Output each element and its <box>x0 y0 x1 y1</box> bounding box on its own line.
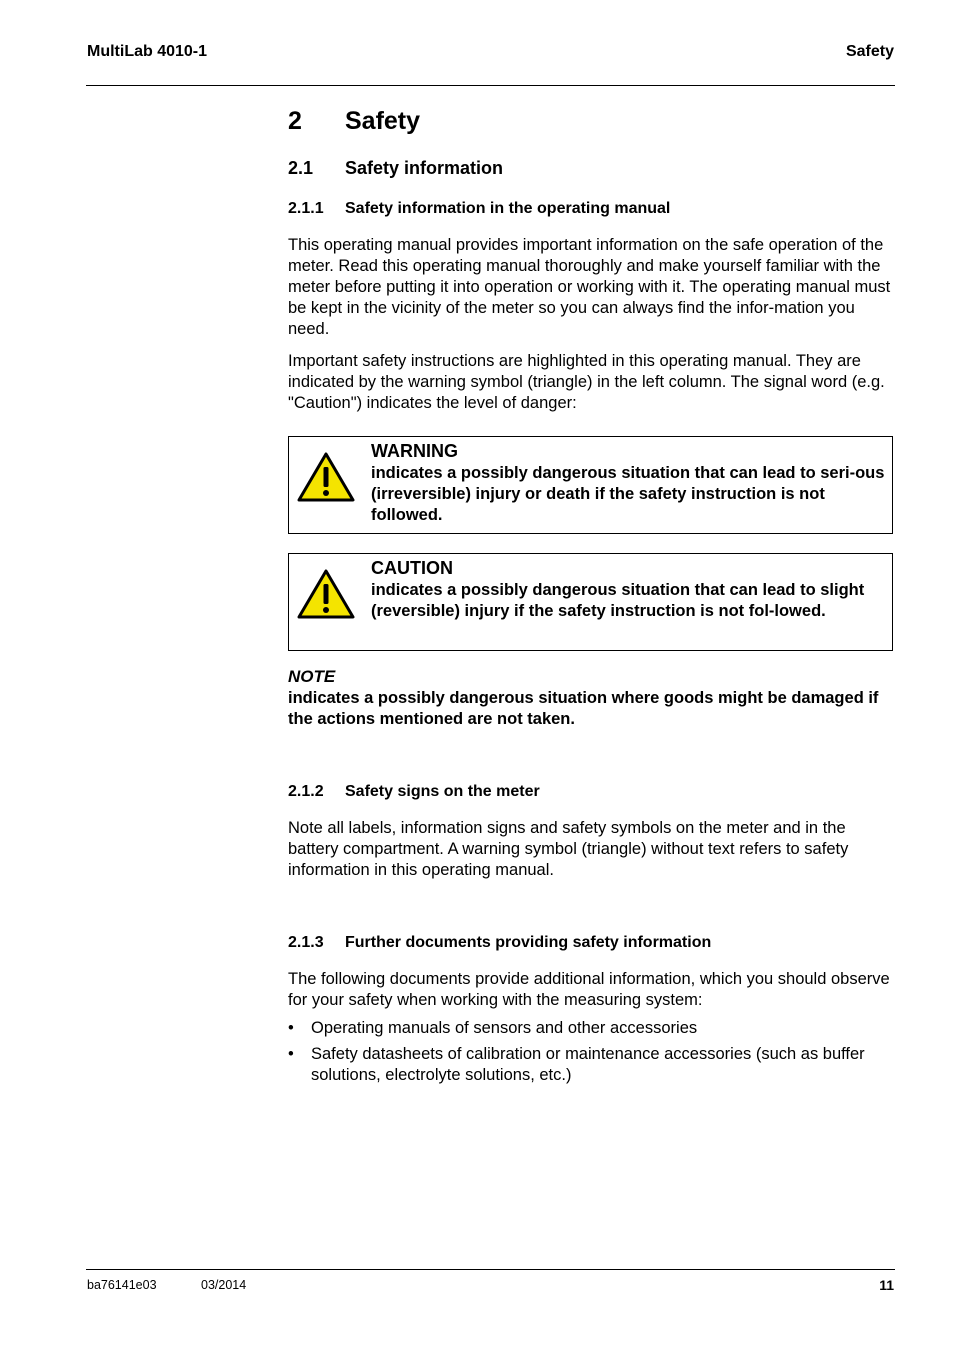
list-item-text: Safety datasheets of calibration or maintenance accessories (such as buffer solutions, electrolyte solutions, etc.) <box>311 1045 865 1084</box>
warning-box <box>288 436 893 534</box>
section-2-1-2-para: Note all labels, information signs and safety symbols on the meter and in the battery compartment. A warning symbol (triangle) without text refers to safety information in this operating manual. <box>288 819 849 879</box>
list-item-text: Operating manuals of sensors and other accessories <box>311 1019 698 1037</box>
bullet-mark: • <box>288 1019 294 1037</box>
header-rule <box>86 85 895 86</box>
section-2-1-heading <box>288 158 503 179</box>
section-2-1-1-title: Safety information in the operating manual <box>345 200 671 217</box>
section-2-1-2-title: Safety signs on the meter <box>345 783 540 800</box>
section-2-1-1-heading <box>288 200 670 218</box>
section-2-1-3-number: 2.1.3 <box>288 934 324 951</box>
chapter-title <box>288 107 420 136</box>
page-number: 11 <box>879 1277 894 1293</box>
chapter-number: 2 <box>288 107 302 135</box>
section-2-1-2-heading <box>288 783 540 801</box>
section-2-1-1-para2: Important safety instructions are highlighted in this operating manual. They are indicated by the warning symbol (triangle) in the left column. The signal word (e.g. "Caution") indicates the level of danger: <box>288 352 885 412</box>
section-2-1-title: Safety information <box>345 158 504 178</box>
caution-text: indicates a possibly dangerous situation that can lead to slight (reversible) injury if the safety instruction is not fol-lowed. <box>371 581 865 620</box>
warning-text: indicates a possibly dangerous situation that can lead to seri-ous (irreversible) injury or death if the safety instruction is not followed. <box>371 464 885 524</box>
section-2-1-3-para: The following documents provide additional information, which you should observe for your safety when working with the measuring system: <box>288 970 890 1009</box>
warning-title: WARNING <box>371 441 458 461</box>
section-2-1-1-number: 2.1.1 <box>288 200 324 217</box>
caution-triangle-icon <box>296 568 356 620</box>
note-text: indicates a possibly dangerous situation where goods might be damaged if the actions mentioned are not taken. <box>288 689 879 728</box>
section-2-1-3-title: Further documents providing safety information <box>345 934 712 951</box>
caution-title: CAUTION <box>371 558 453 578</box>
note-title: NOTE <box>288 667 336 686</box>
warning-triangle-icon <box>296 451 356 503</box>
section-2-1-number: 2.1 <box>288 158 314 178</box>
footer-rule <box>86 1269 895 1270</box>
footer-doc-id: ba76141e03 <box>87 1278 157 1292</box>
header-section: Safety <box>845 43 894 60</box>
bullet-mark: • <box>288 1045 294 1063</box>
header-product: MultiLab 4010-1 <box>87 43 208 60</box>
section-2-1-3-heading <box>288 934 711 952</box>
caution-box <box>288 553 893 651</box>
section-2-1-1-para1: This operating manual provides important information on the safe operation of the meter. Read this operating manual thoroughly and make yourself familiar with the meter before putting it into operation or working with it. The operating manual must be kept in the vicinity of the meter so you can always find the infor-mation you need. <box>288 236 891 338</box>
chapter-title-text: Safety <box>345 107 421 135</box>
footer-date: 03/2014 <box>201 1278 247 1292</box>
section-2-1-2-number: 2.1.2 <box>288 783 324 800</box>
